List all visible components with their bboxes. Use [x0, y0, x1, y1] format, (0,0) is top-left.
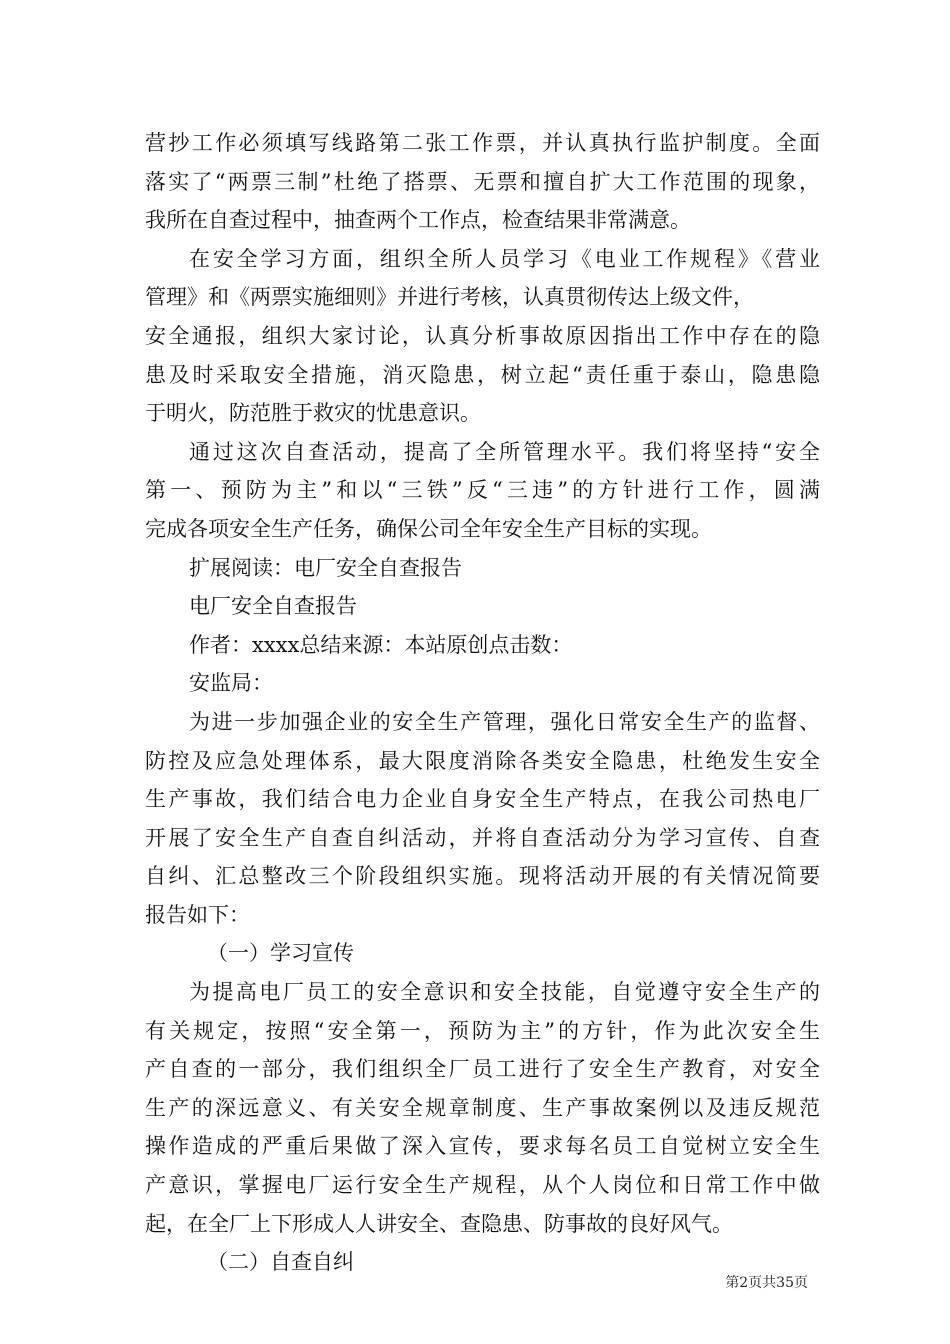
- text-line: 落实了“两票三制”杜绝了搭票、无票和擅自扩大工作范围的现象，: [145, 169, 820, 194]
- text-line: 安监局：: [189, 671, 273, 696]
- text-line: 为进一步加强企业的安全生产管理，强化日常安全生产的监督、: [189, 709, 820, 734]
- text-line: 管理》和《两票实施细则》并进行考核，认真贯彻传达上级文件，: [145, 285, 754, 310]
- text-line: 起，在全厂上下形成人人讲安全、查隐患、防事故的良好风气。: [145, 1211, 733, 1236]
- text-line: 在安全学习方面，组织全所人员学习《电业工作规程》《营业: [189, 246, 820, 271]
- text-line: 操作造成的严重后果做了深入宣传，要求每名员工自觉树立安全生: [145, 1134, 820, 1159]
- text-line: 有关规定，按照“安全第一，预防为主”的方针，作为此次安全生: [145, 1018, 820, 1043]
- text-line: 于明火，防范胜于救灾的忧患意识。: [145, 401, 481, 426]
- text-line: 安全通报，组织大家讨论，认真分析事故原因指出工作中存在的隐: [145, 323, 820, 348]
- text-line: 开展了安全生产自查自纠活动，并将自查活动分为学习宣传、自查: [145, 825, 820, 850]
- text-line: 完成各项安全生产任务，确保公司全年安全生产目标的实现。: [145, 516, 712, 541]
- text-line: （二）自查自纠: [207, 1250, 354, 1275]
- text-line: 防控及应急处理体系，最大限度消除各类安全隐患，杜绝发生安全: [145, 748, 820, 773]
- text-line: 产自查的一部分，我们组织全厂员工进行了安全生产教育，对安全: [145, 1057, 820, 1082]
- text-line: 通过这次自查活动，提高了全所管理水平。我们将坚持“安全: [189, 439, 820, 464]
- text-line: 第一、预防为主”和以“三铁”反“三违”的方针进行工作，圆满: [145, 478, 820, 503]
- text-line: 电厂安全自查报告: [189, 594, 357, 619]
- text-line: 患及时采取安全措施，消灭隐患，树立起“责任重于泰山，隐患隐: [145, 362, 820, 387]
- text-line: 扩展阅读：电厂安全自查报告: [189, 555, 462, 580]
- text-line: （一）学习宣传: [207, 941, 354, 966]
- text-line: 产意识，掌握电厂运行安全生产规程，从个人岗位和日常工作中做: [145, 1173, 820, 1198]
- page-number: 第2页共35页: [725, 1275, 808, 1291]
- text-line: 生产的深远意义、有关安全规章制度、生产事故案例以及违反规范: [145, 1095, 820, 1120]
- text-line: 生产事故，我们结合电力企业自身安全生产特点，在我公司热电厂: [145, 787, 820, 812]
- text-line: 我所在自查过程中，抽查两个工作点，检查结果非常满意。: [145, 208, 691, 233]
- text-line: 报告如下：: [145, 902, 250, 927]
- text-line: 营抄工作必须填写线路第二张工作票，并认真执行监护制度。全面: [145, 131, 820, 155]
- document-body: [145, 124, 820, 1282]
- text-line: 自纠、汇总整改三个阶段组织实施。现将活动开展的有关情况简要: [145, 864, 820, 889]
- text-line: 为提高电厂员工的安全意识和安全技能，自觉遵守安全生产的: [189, 980, 820, 1005]
- text-line: 作者：xxxx总结来源：本站原创点击数：: [189, 632, 573, 657]
